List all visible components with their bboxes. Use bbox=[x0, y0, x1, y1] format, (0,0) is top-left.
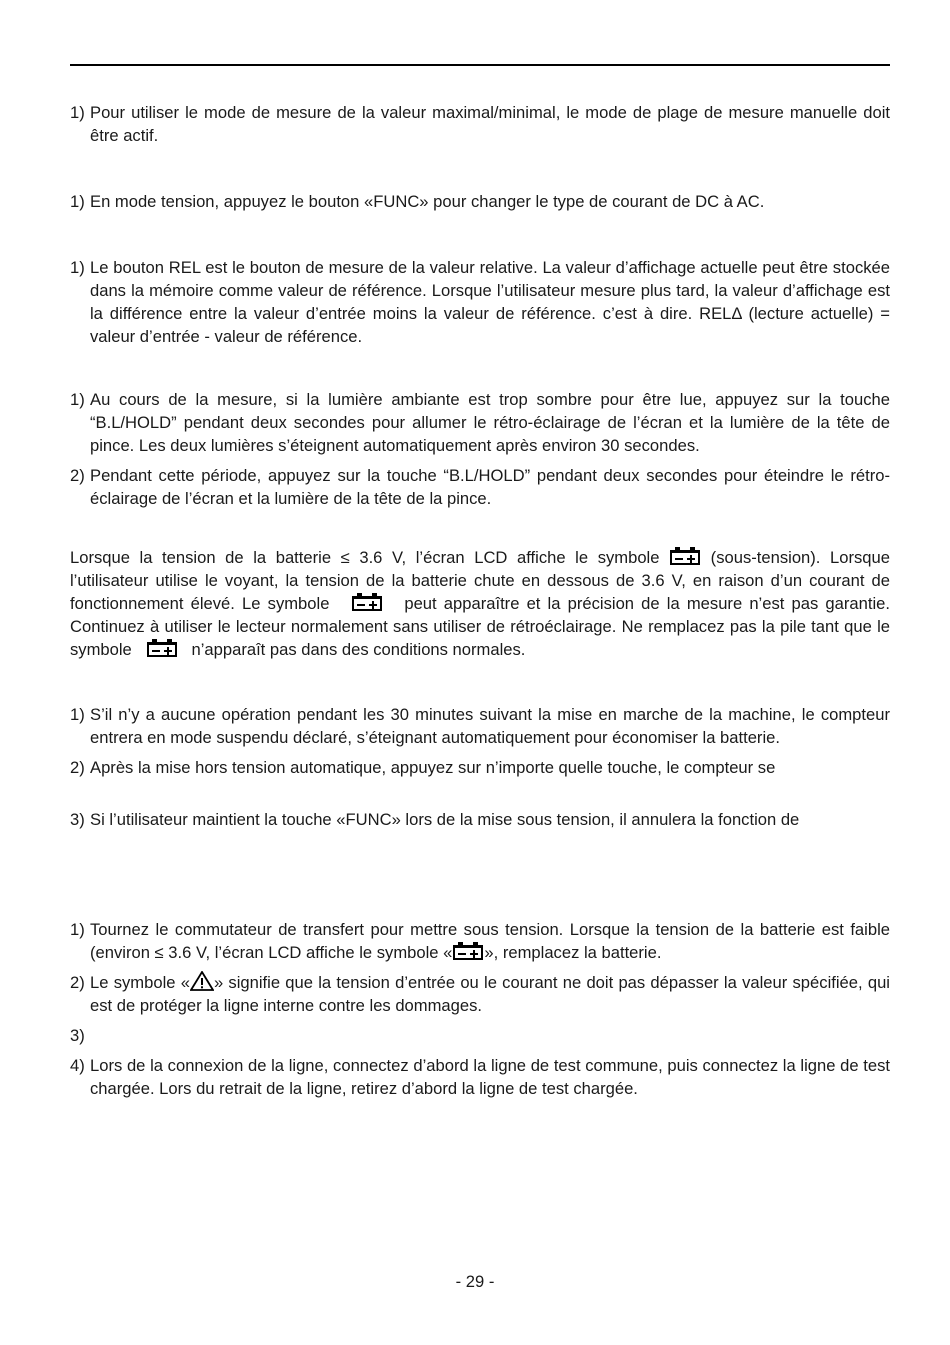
section-func bbox=[70, 190, 890, 213]
list-item: 3) bbox=[70, 1024, 890, 1047]
item-text: Tournez le commutateur de transfert pour mettre sous tension. Lorsque la tension de la batterie est faible (environ ≤ 3.6 V, l’écran LCD affiche le symbole « », remplacez la batterie. bbox=[90, 920, 890, 962]
list-item: 1) Pour utiliser le mode de mesure de la valeur maximal/minimal, le mode de plage de mesure manuelle doit être actif. bbox=[70, 103, 890, 145]
item-text: Pendant cette période, appuyez sur la touche “B.L/HOLD” pendant deux secondes pour éteindre le rétro-éclairage de l’écran et la lumière de la tête de la pince. bbox=[90, 466, 890, 508]
list-item: 1) S’il n’y a aucune opération pendant les 30 minutes suivant la mise en marche de la machine, le compteur entrera en mode suspendu déclaré, s’éteignant automatiquement pour économiser la batterie. bbox=[70, 705, 890, 747]
list-item: 4) Lors de la connexion de la ligne, connectez d’abord la ligne de test commune, puis connectez la ligne de test chargée. Lors du retrait de la ligne, retirez d’abord la ligne de test chargée. bbox=[70, 1056, 890, 1098]
item-text: Le bouton REL est le bouton de mesure de la valeur relative. La valeur d’affichage actuelle peut être stockée dans la mémoire comme valeur de référence. Lorsque l’utilisateur mesure plus tard, la valeur d’affichage est la différence entre la valeur d’entrée moins la valeur de référence. c’est à dire. RELΔ (lecture actuelle) = valeur d’entrée - valeur de référence. bbox=[90, 258, 890, 346]
section-backlight bbox=[70, 388, 890, 510]
low-battery-icon bbox=[352, 596, 382, 611]
low-battery-icon bbox=[147, 642, 177, 657]
item-text: S’il n’y a aucune opération pendant les 30 minutes suivant la mise en marche de la machine, le compteur entrera en mode suspendu déclaré, s’éteignant automatiquement pour économiser la batterie. bbox=[90, 705, 890, 747]
list-item: 1) Le bouton REL est le bouton de mesure de la valeur relative. La valeur d’affichage actuelle peut être stockée dans la mémoire comme valeur de référence. Lorsque l’utilisateur mesure plus tard, la valeur d’affichage est la différence entre la valeur d’entrée moins la valeur de référence. c’est à dire. RELΔ (lecture actuelle) = valeur d’entrée - valeur de référence. bbox=[70, 258, 890, 346]
section-maxmin bbox=[70, 101, 890, 147]
list-item: 2) Le symbole « » signifie que la tension d’entrée ou le courant ne doit pas dépasser la valeur spécifiée, qui est de protéger la ligne interne contre les dommages. bbox=[70, 973, 890, 1015]
list-item: 3) Si l’utilisateur maintient la touche «FUNC» lors de la mise sous tension, il annulera la fonction de bbox=[70, 808, 890, 831]
list-item: 2) Après la mise hors tension automatique, appuyez sur n’importe quelle touche, le compteur se bbox=[70, 756, 890, 779]
item-text: En mode tension, appuyez le bouton «FUNC» pour changer le type de courant de DC à AC. bbox=[90, 192, 765, 211]
list-item: 1) En mode tension, appuyez le bouton «FUNC» pour changer le type de courant de DC à AC. bbox=[70, 190, 890, 213]
section-auto-off bbox=[70, 703, 890, 831]
section-precautions bbox=[70, 918, 890, 1100]
item-text: Au cours de la mesure, si la lumière ambiante est trop sombre pour être lue, appuyez sur la touche “B.L/HOLD” pendant deux secondes pour allumer le rétro-éclairage de l’écran et la lumière de la tête de pince. Les deux lumières s’éteignent automatiquement après environ 30 secondes. bbox=[90, 390, 890, 455]
page-number: - 29 - bbox=[455, 1272, 495, 1291]
low-battery-icon bbox=[453, 945, 483, 960]
warning-icon bbox=[190, 971, 214, 991]
list-item: 1) Tournez le commutateur de transfert pour mettre sous tension. Lorsque la tension de la batterie est faible (environ ≤ 3.6 V, l’écran LCD affiche le symbole « », remplacez la batterie. bbox=[70, 920, 890, 962]
list-item: 1) Au cours de la mesure, si la lumière ambiante est trop sombre pour être lue, appuyez sur la touche “B.L/HOLD” pendant deux secondes pour allumer le rétro-éclairage de l’écran et la lumière de la tête de pince. Les deux lumières s’éteignent automatiquement après environ 30 secondes. bbox=[70, 390, 890, 455]
header-rule bbox=[70, 64, 890, 66]
item-text: Après la mise hors tension automatique, appuyez sur n’importe quelle touche, le compteur se bbox=[90, 758, 776, 777]
list-item: 2) Pendant cette période, appuyez sur la touche “B.L/HOLD” pendant deux secondes pour éteindre le rétro-éclairage de l’écran et la lumière de la tête de la pince. bbox=[70, 466, 890, 508]
section-battery: Lorsque la tension de la batterie ≤ 3.6 V, l’écran LCD affiche le symbole (sous-tension). Lorsque l’utilisateur utilise le voyant, la tension de la batterie chute en dessous de 3.6 V, en raison d’un courant de fonctionnement élevé. Le symbole peut apparaître et la précision de la mesure n’est pas garantie. Continuez à utiliser le lecteur normalement sans utiliser de rétroéclairage. Ne remplacez pas la pile tant que le symbole n’apparaît pas dans des conditions normales. bbox=[70, 548, 890, 659]
item-text: Si l’utilisateur maintient la touche «FUNC» lors de la mise sous tension, il annulera la fonction de bbox=[90, 810, 800, 829]
item-text: Lors de la connexion de la ligne, connectez d’abord la ligne de test commune, puis connectez la ligne de test chargée. Lors du retrait de la ligne, retirez d’abord la ligne de test chargée. bbox=[90, 1056, 890, 1098]
section-rel bbox=[70, 256, 890, 348]
item-text bbox=[90, 1024, 890, 1047]
low-battery-icon bbox=[670, 550, 700, 565]
item-text: Le symbole « » signifie que la tension d’entrée ou le courant ne doit pas dépasser la valeur spécifiée, qui est de protéger la ligne interne contre les dommages. bbox=[90, 973, 890, 1015]
item-text: Pour utiliser le mode de mesure de la valeur maximal/minimal, le mode de plage de mesure manuelle doit être actif. bbox=[90, 103, 890, 145]
